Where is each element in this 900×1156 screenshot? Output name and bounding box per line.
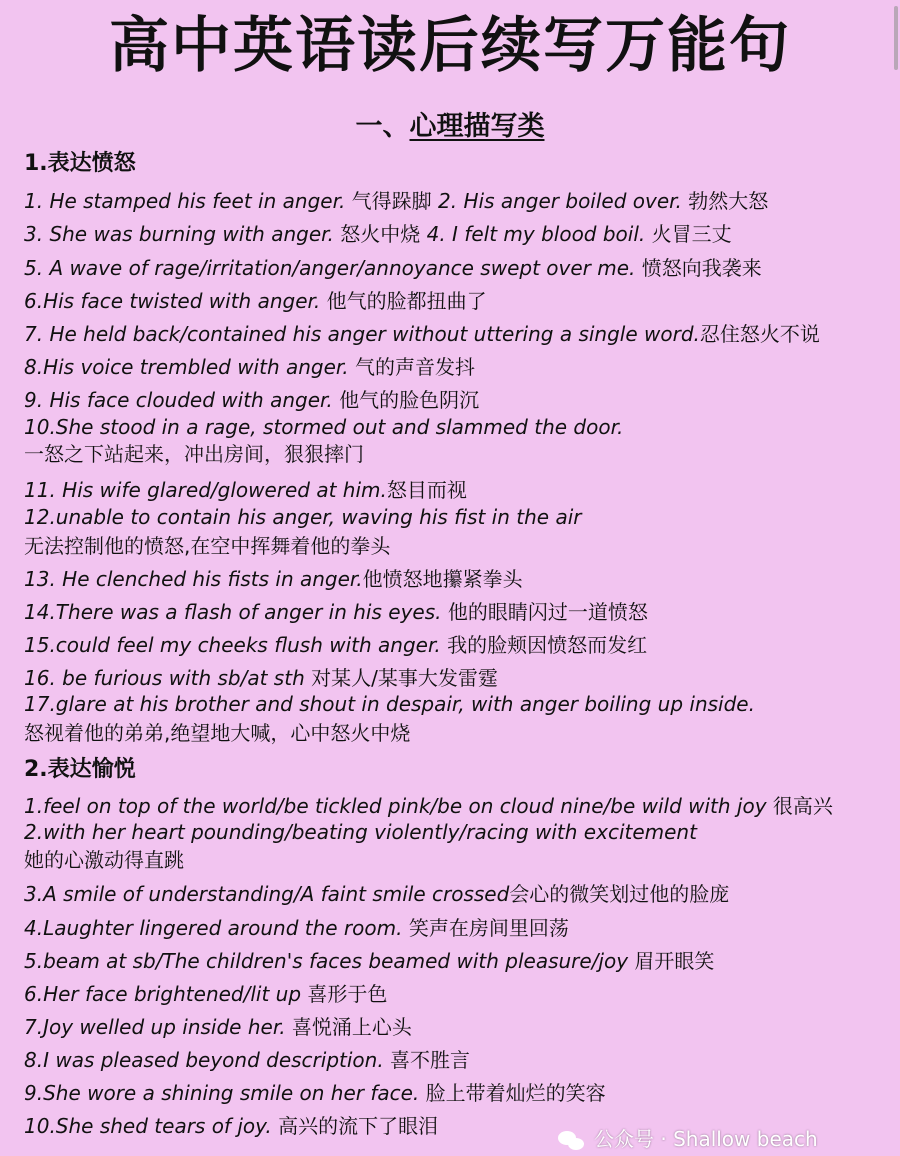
- section-heading: [0, 104, 900, 150]
- sentence-line: [24, 1047, 470, 1073]
- chinese-translation: 对某人/某事大发雷霆: [304, 666, 498, 690]
- english-sentence: 4. I felt my blood boil.: [420, 222, 646, 246]
- chinese-translation: 我的脸颊因愤怒而发红: [440, 633, 648, 657]
- english-sentence: 15.could feel my cheeks flush with anger.: [24, 633, 441, 657]
- chinese-translation: 一怒之下站起来，冲出房间，狠狠摔门: [24, 442, 364, 466]
- sentence-line: [24, 354, 475, 380]
- chinese-translation: 气得跺脚: [345, 189, 432, 213]
- english-sentence: 8.I was pleased beyond description.: [24, 1048, 384, 1072]
- chinese-translation: 很高兴: [766, 794, 833, 818]
- chinese-translation: 眉开眼笑: [628, 949, 715, 973]
- sentence-line: [24, 665, 498, 691]
- sentence-line: [24, 387, 479, 413]
- sentence-line: [24, 221, 732, 247]
- english-sentence: 17.glare at his brother and shout in despair, with anger boiling up inside.: [24, 692, 755, 716]
- chinese-translation: 忍住怒火不说: [699, 322, 820, 346]
- sentence-line: [24, 599, 648, 625]
- english-sentence: 7.Joy welled up inside her.: [24, 1015, 286, 1039]
- sentence-line: [24, 632, 647, 658]
- chinese-translation: 勃然大怒: [681, 189, 769, 213]
- english-sentence: 7. He held back/contained his anger without uttering a single word.: [24, 322, 700, 346]
- english-sentence: 10.She shed tears of joy.: [24, 1114, 272, 1138]
- sentence-line: [24, 981, 387, 1007]
- sentence-line: [24, 720, 410, 746]
- chinese-translation: 无法控制他的愤怒,在空中挥舞着他的拳头: [24, 534, 391, 558]
- sentence-line: [24, 504, 582, 530]
- english-sentence: 3.A smile of understanding/A faint smile crossed: [24, 882, 510, 906]
- group-heading: 1.表达愤怒: [24, 151, 136, 176]
- sentence-line: [24, 1113, 438, 1139]
- sentence-line: [24, 847, 184, 873]
- group-heading: 2.表达愉悦: [24, 757, 136, 782]
- chinese-translation: 高兴的流下了眼泪: [271, 1114, 439, 1138]
- sentence-line: [24, 793, 833, 819]
- chinese-translation: 火冒三丈: [645, 222, 732, 246]
- sentence-line: [24, 288, 487, 314]
- chinese-translation: 他愤怒地攥紧拳头: [362, 567, 523, 591]
- english-sentence: 1.feel on top of the world/be tickled pink/be on cloud nine/be wild with joy: [24, 794, 767, 818]
- english-sentence: 6.Her face brightened/lit up: [24, 982, 302, 1006]
- english-sentence: 5.beam at sb/The children's faces beamed with pleasure/joy: [24, 949, 629, 973]
- sentence-line: [24, 1080, 606, 1106]
- sentence-line: [24, 1014, 412, 1040]
- english-sentence: 13. He clenched his fists in anger.: [24, 567, 363, 591]
- chinese-translation: 喜悦涌上心头: [285, 1015, 412, 1039]
- english-sentence: 16. be furious with sb/at sth: [24, 666, 305, 690]
- sentence-line: [24, 881, 729, 907]
- chinese-translation: 他气的脸色阴沉: [332, 388, 480, 412]
- chinese-translation: 他气的脸都扭曲了: [320, 289, 487, 313]
- section-label: 心理描写类: [409, 111, 545, 142]
- chinese-translation: 脸上带着灿烂的笑容: [419, 1081, 606, 1105]
- english-sentence: 3. She was burning with anger.: [24, 222, 334, 246]
- watermark-text: 公众号 · Shallow beach: [594, 1127, 818, 1151]
- english-sentence: 1. He stamped his feet in anger.: [24, 189, 346, 213]
- english-sentence: 11. His wife glared/glowered at him.: [24, 478, 387, 502]
- english-sentence: 8.His voice trembled with anger.: [24, 355, 349, 379]
- chinese-translation: 怒视着他的弟弟,绝望地大喊，心中怒火中烧: [24, 721, 411, 745]
- page-title: 高中英语读后续写万能句: [109, 11, 791, 81]
- chinese-translation: 怒火中烧: [333, 222, 421, 246]
- chinese-translation: 怒目而视: [386, 478, 467, 502]
- watermark: [558, 1124, 818, 1154]
- sentence-line: [24, 414, 623, 440]
- chinese-translation: 喜不胜言: [383, 1048, 471, 1072]
- sentence-line: [24, 533, 390, 559]
- sentence-line: [24, 321, 820, 347]
- chinese-translation: 喜形于色: [301, 982, 388, 1006]
- sentence-line: [24, 441, 364, 467]
- english-sentence: 4.Laughter lingered around the room.: [24, 916, 403, 940]
- chinese-translation: 气的声音发抖: [348, 355, 476, 379]
- chinese-translation: 她的心激动得直跳: [24, 848, 184, 872]
- english-sentence: 2.with her heart pounding/beating violently/racing with excitement: [24, 820, 697, 844]
- sentence-line: [24, 188, 768, 214]
- sentence-line: [24, 691, 755, 717]
- chinese-translation: 会心的微笑划过他的脸庞: [509, 882, 730, 906]
- english-sentence: 14.There was a flash of anger in his eyes.: [24, 600, 442, 624]
- english-sentence: 10.She stood in a rage, stormed out and slammed the door.: [24, 415, 624, 439]
- sentence-line: [24, 915, 569, 941]
- english-sentence: 6.His face twisted with anger.: [24, 289, 321, 313]
- english-sentence: 9.She wore a shining smile on her face.: [24, 1081, 420, 1105]
- english-sentence: 12.unable to contain his anger, waving his fist in the air: [24, 505, 582, 529]
- sentence-line: [24, 948, 714, 974]
- english-sentence: 5. A wave of rage/irritation/anger/annoyance swept over me.: [24, 256, 636, 280]
- wechat-icon: [558, 1129, 588, 1153]
- chinese-translation: 他的眼睛闪过一道愤怒: [441, 600, 648, 624]
- sentence-line: [24, 477, 467, 503]
- section-prefix: 一、: [355, 111, 410, 142]
- sentence-line: [24, 566, 523, 592]
- sentence-line: [24, 819, 697, 845]
- sentence-line: [24, 255, 762, 281]
- english-sentence: 9. His face clouded with anger.: [24, 388, 333, 412]
- english-sentence: 2. His anger boiled over.: [431, 189, 682, 213]
- chinese-translation: 愤怒向我袭来: [635, 256, 762, 280]
- chinese-translation: 笑声在房间里回荡: [402, 916, 569, 940]
